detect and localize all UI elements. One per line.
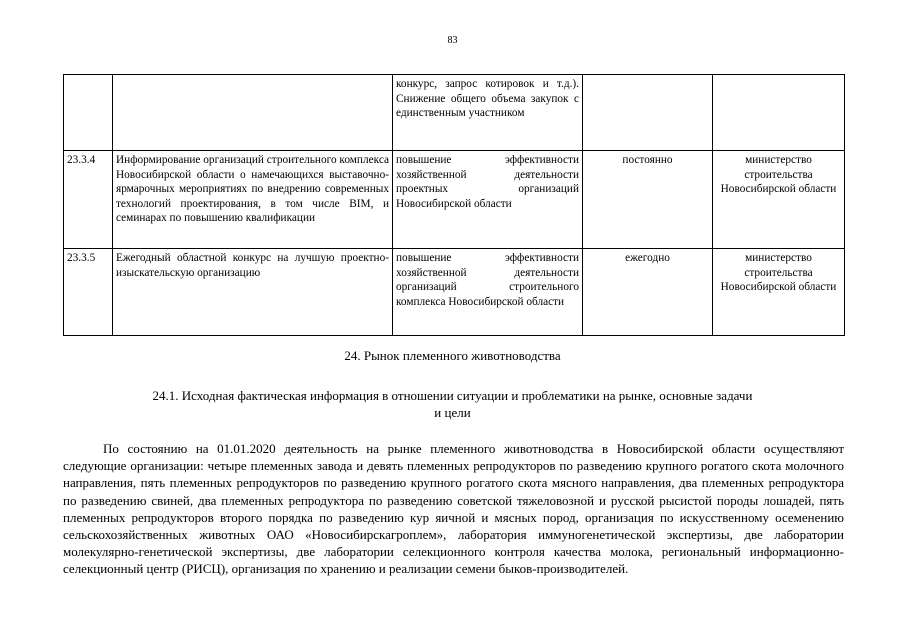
body-paragraph: По состоянию на 01.01.2020 деятельность на рынке племенного животноводства в Новосибирской области осуществляют следующие организации: четыре племенных завода и девять племенных репродукторов по разведению крупного рогатого скота молочного направления, пять племенных репродукторов по разведению крупного рогатого скота мясного направления, два племенных репродуктора по разведению свиней, два племенных репродуктора по разведению советской тяжеловозной и русской рысистой породы лошадей, пять племенных репродукторов второго порядка по разведению кур яичной и мясных пород, организация по искусственному осеменению сельскохозяйственных животных ОАО «Новосибирскагроплем», лаборатория иммуногенетической экспертизы, две лаборатории молекулярно-генетической экспертизы, две лаборатории селекционного контроля качества молока, региональный информационно-селекционный центр (РИСЦ), организация по хранению и реализации семени быков-производителей. <box>63 441 844 577</box>
executor-cell: министерство строительства Новосибирской области <box>713 151 845 249</box>
row-number <box>64 75 113 151</box>
event-cell <box>113 75 393 151</box>
event-cell: Ежегодный областной конкурс на лучшую проектно-изыскательскую организацию <box>113 249 393 336</box>
executor-cell <box>713 75 845 151</box>
measures-table <box>63 74 845 336</box>
table-row <box>64 151 845 249</box>
table-row <box>64 249 845 336</box>
term-cell: постоянно <box>583 151 713 249</box>
page-number: 83 <box>447 35 458 46</box>
section-title: 24. Рынок племенного животноводства <box>344 348 561 363</box>
result-cell: повышение эффективности хозяйственной деятельности проектных организаций Новосибирской области <box>393 151 583 249</box>
term-cell <box>583 75 713 151</box>
row-number: 23.3.4 <box>64 151 113 249</box>
event-cell: Информирование организаций строительного комплекса Новосибирской области о намечающихся выставочно-ярмарочных мероприятиях по внедрению современных технологий проектирования, в том числе BIM, и семинарах по повышению квалификации <box>113 151 393 249</box>
term-cell: ежегодно <box>583 249 713 336</box>
row-number: 23.3.5 <box>64 249 113 336</box>
executor-cell: министерство строительства Новосибирской области <box>713 249 845 336</box>
subsection-title: 24.1. Исходная фактическая информация в отношении ситуации и проблематики на рынке, основные задачи и цели <box>152 388 753 420</box>
result-cell: повышение эффективности хозяйственной деятельности организаций строительного комплекса Новосибирской области <box>393 249 583 336</box>
result-cell: конкурс, запрос котировок и т.д.). Снижение общего объема закупок с единственным участником <box>393 75 583 151</box>
table-row <box>64 75 845 151</box>
